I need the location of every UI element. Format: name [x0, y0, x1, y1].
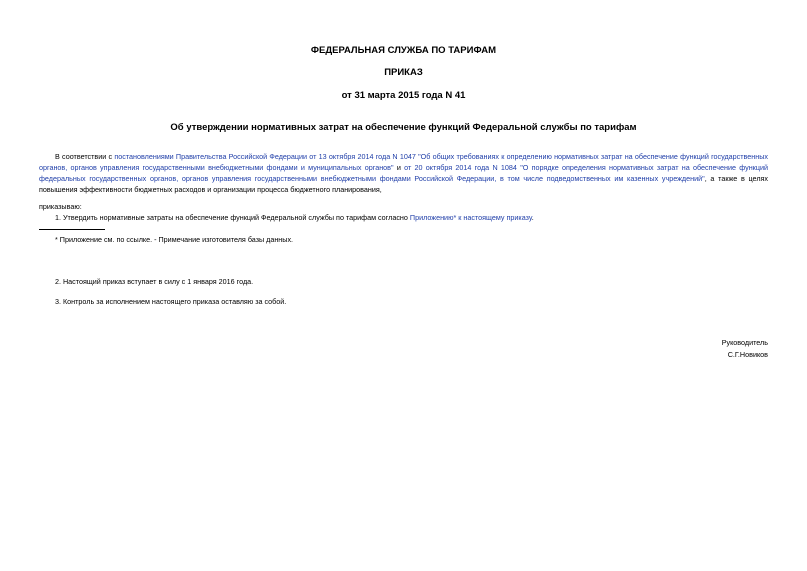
item-3: 3. Контроль за исполнением настоящего приказа оставляю за собой. [55, 297, 287, 306]
preamble-paragraph [39, 151, 768, 195]
item-1 [55, 213, 534, 223]
order-word: приказываю: [39, 202, 82, 211]
preamble-text-end: , а также в целях повышения эффективности бюджетных расходов и организации процесса бюджетного планирования, [39, 174, 768, 194]
resolution-1084-link[interactable]: от 20 октября 2014 года N 1084 "О порядке определения нормативных затрат на обеспечение функций федеральных государственных органов, органов управления государственными внебюджетными фондами Российской Федерации, в том числе подведомственных им казенных учреждений" [39, 163, 768, 183]
item-1-end: . [531, 213, 534, 222]
footnote: * Приложение см. по ссылке. - Примечание изготовителя базы данных. [55, 235, 294, 244]
appendix-link[interactable]: Приложению* к настоящему приказу [409, 213, 532, 222]
document-title: Об утверждении нормативных затрат на обеспечение функций Федеральной службы по тарифам [170, 122, 637, 133]
preamble-text-and: и [393, 163, 405, 172]
resolution-1047-link[interactable]: постановлениями Правительства Российской Федерации от 13 октября 2014 года N 1047 "Об общих требованиях к определению нормативных затрат на обеспечение функций государственных органов, органов управления государственными внебюджетными фондами и муниципальных органов" [39, 152, 768, 172]
doc-type-heading: ПРИКАЗ [384, 67, 423, 78]
item-1-text: 1. Утвердить нормативные затраты на обеспечение функций Федеральной службы по тарифам согласно [55, 213, 410, 222]
date-number-heading: от 31 марта 2015 года N 41 [341, 90, 466, 101]
item-2: 2. Настоящий приказ вступает в силу с 1 января 2016 года. [55, 277, 254, 286]
signature-name: С.Г.Новиков [727, 350, 768, 359]
footnote-separator [39, 229, 105, 230]
signature-position: Руководитель [721, 338, 768, 347]
agency-heading: ФЕДЕРАЛЬНАЯ СЛУЖБА ПО ТАРИФАМ [310, 45, 497, 56]
preamble-text-start: В соответствии с [55, 152, 115, 161]
